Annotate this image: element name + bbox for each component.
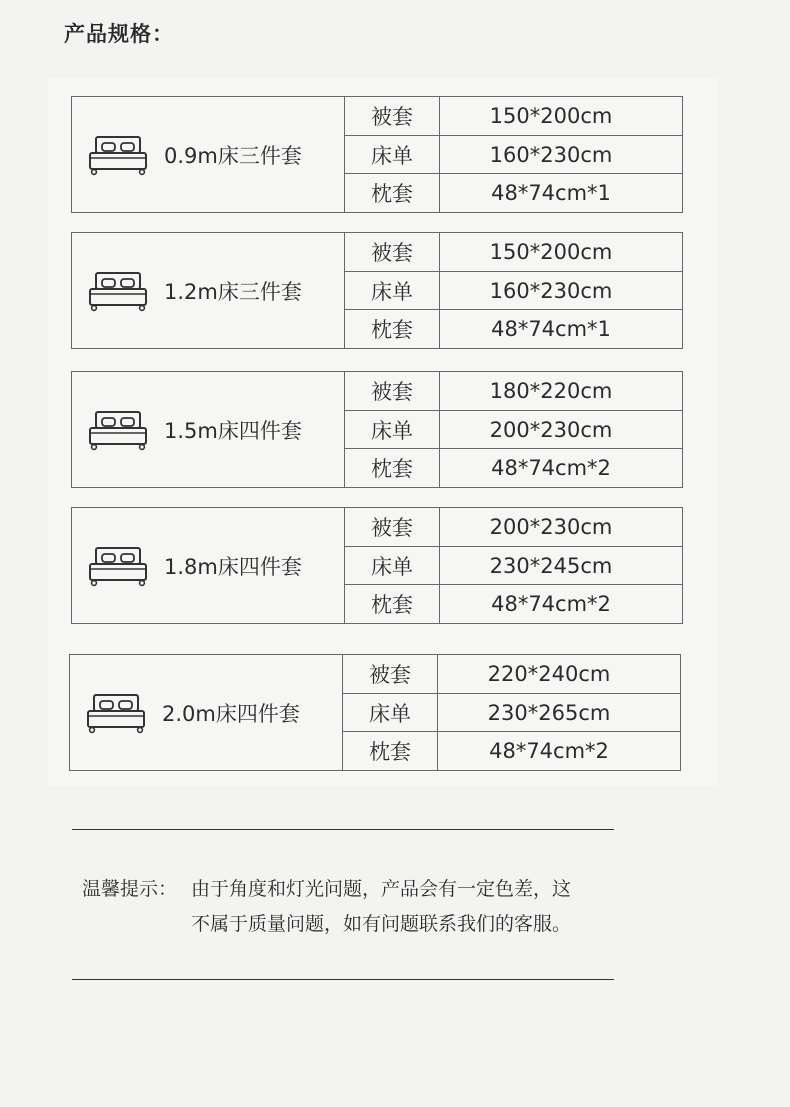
bed-size-label: 0.9m床三件套 bbox=[164, 143, 302, 168]
table-row bbox=[343, 732, 680, 770]
bed-icon bbox=[86, 691, 146, 735]
item-name: 被套 bbox=[345, 97, 440, 135]
item-dimension: 48*74cm*1 bbox=[491, 317, 611, 342]
item-dimension: 230*265cm bbox=[487, 700, 611, 725]
spec-size-cell bbox=[70, 655, 343, 770]
item-dimension: 200*230cm bbox=[489, 514, 613, 539]
page-title: 产品规格： bbox=[64, 22, 174, 46]
item-name: 枕套 bbox=[345, 585, 440, 623]
notice-text-line1: 由于角度和灯光问题，产品会有一定色差，这 bbox=[191, 878, 572, 900]
item-name: 被套 bbox=[345, 508, 440, 546]
table-row bbox=[345, 585, 682, 623]
item-name: 床单 bbox=[343, 694, 438, 732]
spec-table bbox=[71, 507, 683, 624]
item-dimension: 160*230cm bbox=[489, 278, 613, 303]
table-row bbox=[343, 694, 680, 733]
bed-size-label: 2.0m床四件套 bbox=[162, 701, 300, 726]
spec-table bbox=[69, 654, 681, 771]
table-row bbox=[345, 97, 682, 136]
item-name: 床单 bbox=[345, 272, 440, 310]
bed-icon bbox=[88, 133, 148, 177]
bed-size-label: 1.5m床四件套 bbox=[164, 418, 302, 443]
item-dimension: 48*74cm*2 bbox=[491, 456, 611, 481]
item-dimension: 230*245cm bbox=[489, 553, 613, 578]
bed-icon bbox=[88, 269, 148, 313]
table-row bbox=[345, 547, 682, 586]
item-name: 被套 bbox=[345, 372, 440, 410]
table-row bbox=[345, 372, 682, 411]
item-name: 床单 bbox=[345, 411, 440, 449]
item-dimension: 48*74cm*2 bbox=[489, 739, 609, 764]
table-row bbox=[345, 310, 682, 348]
spec-size-cell bbox=[72, 97, 345, 212]
item-dimension: 180*220cm bbox=[489, 378, 613, 403]
item-name: 被套 bbox=[345, 233, 440, 271]
table-row bbox=[345, 233, 682, 272]
item-dimension: 48*74cm*1 bbox=[491, 181, 611, 206]
notice bbox=[82, 872, 642, 942]
spec-size-cell bbox=[72, 233, 345, 348]
table-row bbox=[345, 449, 682, 487]
item-name: 床单 bbox=[345, 136, 440, 174]
item-name: 枕套 bbox=[345, 449, 440, 487]
table-row bbox=[345, 508, 682, 547]
bed-icon bbox=[88, 544, 148, 588]
notice-label: 温馨提示： bbox=[82, 878, 178, 900]
table-row bbox=[345, 174, 682, 212]
spec-size-cell bbox=[72, 372, 345, 487]
item-dimension: 160*230cm bbox=[489, 142, 613, 167]
item-dimension: 200*230cm bbox=[489, 417, 613, 442]
spec-table bbox=[71, 232, 683, 349]
table-row bbox=[343, 655, 680, 694]
bed-icon bbox=[88, 408, 148, 452]
item-name: 床单 bbox=[345, 547, 440, 585]
bed-size-label: 1.8m床四件套 bbox=[164, 554, 302, 579]
table-row bbox=[345, 272, 682, 311]
divider-top bbox=[72, 829, 614, 830]
spec-size-cell bbox=[72, 508, 345, 623]
spec-table bbox=[71, 371, 683, 488]
item-name: 被套 bbox=[343, 655, 438, 693]
item-dimension: 220*240cm bbox=[487, 661, 611, 686]
bed-size-label: 1.2m床三件套 bbox=[164, 279, 302, 304]
notice-text-line2: 不属于质量问题，如有问题联系我们的客服。 bbox=[191, 913, 572, 935]
item-dimension: 150*200cm bbox=[489, 103, 613, 128]
table-row bbox=[345, 136, 682, 175]
divider-bottom bbox=[72, 979, 614, 980]
item-dimension: 48*74cm*2 bbox=[491, 592, 611, 617]
item-name: 枕套 bbox=[345, 310, 440, 348]
table-row bbox=[345, 411, 682, 450]
item-name: 枕套 bbox=[343, 732, 438, 770]
item-name: 枕套 bbox=[345, 174, 440, 212]
item-dimension: 150*200cm bbox=[489, 239, 613, 264]
spec-table bbox=[71, 96, 683, 213]
